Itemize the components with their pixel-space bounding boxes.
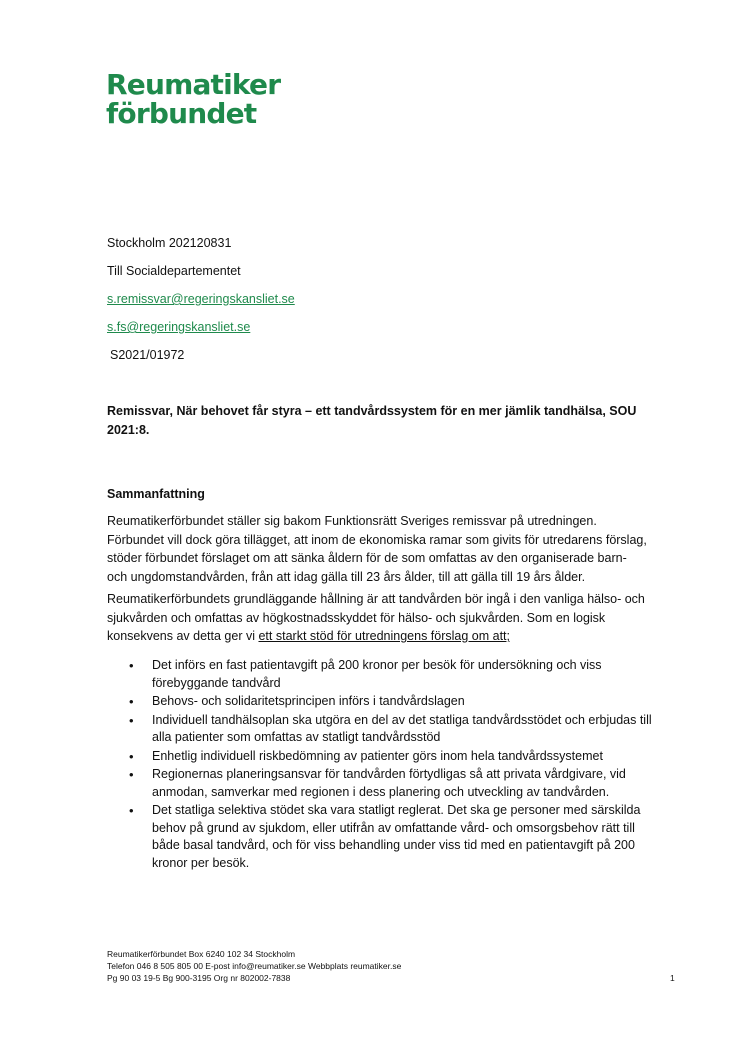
logo-line-2: förbundet [106, 97, 257, 130]
subject-heading: Remissvar, När behovet får styra – ett tandvårdssystem för en mer jämlik tandhälsa, SOU 2021:8. [107, 404, 637, 437]
bullet-icon: • [129, 748, 134, 764]
list-item: • Det statliga selektiva stödet ska vara statligt reglerat. Det ska ge personer med särskilda behov på grund av sjukdom, eller utifrån av omfattande vård- och omsorgsbehov rätt till både basal tandvård, och för viss behandling under viss tid med en patientavgift på 200 kronor per besök. [129, 803, 641, 870]
place-date: Stockholm 202120831 [107, 236, 232, 250]
list-item: • Behovs- och solidaritetsprincipen införs i tandvårdslagen [129, 694, 465, 709]
recipient: Till Socialdepartementet [107, 264, 241, 278]
paragraph-2-underlined: ett starkt stöd för utredningens förslag om att; [258, 629, 510, 643]
bullet-icon: • [129, 803, 134, 818]
email-link-remissvar[interactable]: s.remissvar@regeringskansliet.se [107, 292, 295, 306]
footer-contact: Telefon 046 8 505 805 00 E-post info@reumatiker.se Webbplats reumatiker.se [107, 961, 402, 971]
paragraph-2-text: Reumatikerförbundets grundläggande hållning är att tandvården bör ingå i den vanliga hälso- och sjukvården och omfattas av högkostnadsskyddet för hälso- och sjukvården. Som en logisk konsekvens av detta ger vi [107, 592, 645, 643]
footer-payment: Pg 90 03 19-5 Bg 900-3195 Org nr 802002-7838 [107, 973, 291, 983]
bullet-icon: • [129, 694, 134, 709]
summary-heading: Sammanfattning [107, 487, 205, 501]
page-number: 1 [670, 973, 675, 983]
email-link-fs[interactable]: s.fs@regeringskansliet.se [107, 320, 251, 334]
reference-number: S2021/01972 [110, 348, 185, 362]
list-item: • Regionernas planeringsansvar för tandvården förtydligas så att privata vårdgivare, vid anmodan, samverkar med regionen i dess planering och utveckling av tandvården. [129, 767, 626, 799]
logo-line-1: Reumatiker [106, 68, 281, 101]
summary-paragraph-1: Reumatikerförbundet ställer sig bakom Funktionsrätt Sveriges remissvar på utredningen. Förbundet vill dock göra tillägget, att inom de ekonomiska ramar som givits för utredarens förslag, stöder förbundet förslaget om att sänka åldern för de som omfattas av den organiserade barn- och ungdomstandvården, från att idag gälla till 23 års ålder, till att gälla till 19 års ålder. [107, 514, 647, 584]
list-item: • Individuell tandhälsoplan ska utgöra en del av det statliga tandvårdsstödet och erbjudas till alla patienter som omfattas av statligt tandvårdsstöd [129, 712, 652, 744]
summary-paragraph-2 [107, 590, 647, 646]
organization-logo [106, 70, 280, 128]
proposal-list [107, 657, 652, 873]
footer [107, 948, 401, 984]
footer-address: Reumatikerförbundet Box 6240 102 34 Stockholm [107, 949, 296, 959]
bullet-icon: • [129, 658, 134, 673]
bullet-icon: • [129, 712, 134, 728]
list-item: • Enhetlig individuell riskbedömning av patienter görs inom hela tandvårdssystemet [129, 748, 603, 764]
bullet-icon: • [129, 767, 134, 782]
list-item: • Det införs en fast patientavgift på 200 kronor per besök för undersökning och viss förebyggande tandvård [129, 658, 602, 690]
